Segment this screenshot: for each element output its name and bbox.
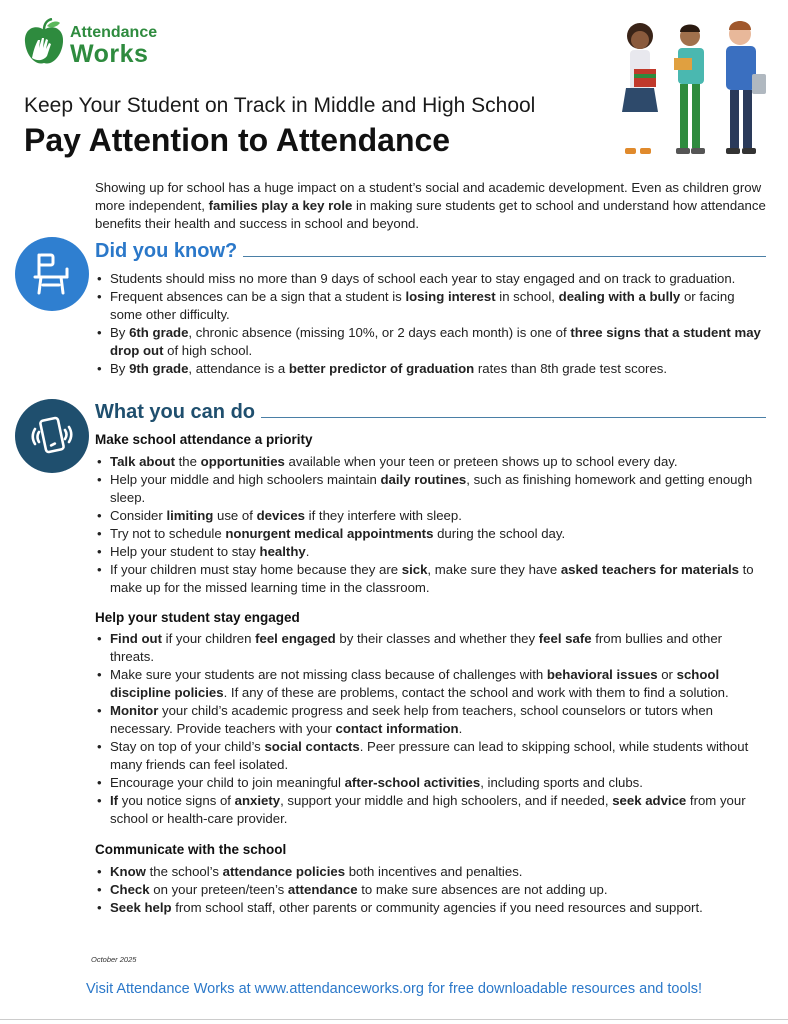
what-you-can-do-header — [95, 401, 766, 424]
bold-text: 9th grade — [129, 361, 189, 376]
bold-text: asked teachers for materials — [560, 562, 739, 577]
bullet-item — [95, 360, 767, 378]
bold-text: 6th grade — [129, 325, 189, 340]
apple-hand-icon — [22, 18, 68, 68]
communicate-list — [95, 863, 767, 917]
text-run: , make sure they have — [427, 562, 561, 577]
text-run: By — [110, 325, 130, 340]
bottom-divider — [0, 1019, 788, 1020]
bullet-item — [95, 630, 767, 666]
bullet-item — [95, 881, 767, 899]
bullet-item — [95, 666, 767, 702]
bold-text: families play a key role — [208, 198, 353, 213]
bullet-item — [95, 270, 767, 288]
bullet-item — [95, 543, 767, 561]
bullet-item — [95, 738, 767, 774]
bold-text: social contacts — [264, 739, 360, 754]
text-run: from bullies and other threats. — [110, 631, 723, 664]
bullet-item — [95, 453, 767, 471]
text-run: during the school day. — [433, 526, 566, 541]
bold-text: attendance — [287, 882, 358, 897]
student-girl-figure — [622, 23, 658, 154]
bold-text: better predictor of graduation — [288, 361, 475, 376]
text-run: rates than 8th grade test scores. — [474, 361, 668, 376]
what-you-can-do-badge — [15, 399, 89, 473]
text-run: , support your middle and high schoolers, and if needed, — [280, 793, 613, 808]
heading-rule — [243, 256, 766, 257]
bold-text: behavioral issues — [546, 667, 658, 682]
text-run: you notice signs of — [118, 793, 235, 808]
text-run: Consider — [110, 508, 167, 523]
text-run: in making sure students get to school and understand how attendance benefits their health and success in school and beyond. — [95, 198, 766, 231]
text-run: , chronic absence (missing 10%, or 2 days each month) is one of — [188, 325, 571, 340]
intro-paragraph — [95, 179, 767, 233]
logo-line-1: Attendance — [70, 24, 158, 41]
bold-text: Monitor — [110, 703, 159, 718]
text-run: or facing some other difficulty. — [110, 289, 735, 322]
text-run: to make up for the missed learning time in the classroom. — [110, 562, 754, 595]
bullet-item — [95, 471, 767, 507]
bullet-item — [95, 525, 767, 543]
text-run: Students should miss no more than 9 days of school each year to stay engaged and on track to graduation. — [110, 271, 736, 286]
text-run: Try not to schedule — [110, 526, 226, 541]
text-run: Make sure your students are not missing class because of challenges with — [110, 667, 547, 682]
text-run: from school staff, other parents or community agencies if you need resources and support. — [171, 900, 703, 915]
bullet-item — [95, 507, 767, 525]
bold-text: school discipline policies — [110, 667, 720, 700]
bold-text: If — [110, 793, 119, 808]
logo-wordmark — [70, 25, 157, 67]
bold-text: feel safe — [538, 631, 592, 646]
bold-text: feel engaged — [255, 631, 336, 646]
text-run: use of — [213, 508, 257, 523]
bold-text: seek advice — [612, 793, 687, 808]
subsection-title-engaged: Help your student stay engaged — [95, 610, 300, 625]
bold-text: Know — [110, 864, 146, 879]
footer-link-text[interactable]: Visit Attendance Works at www.attendanceworks.org for free downloadable resources and tools! — [85, 981, 703, 997]
bold-text: Seek help — [110, 900, 172, 915]
text-run: Frequent absences can be a sign that a student is — [110, 289, 406, 304]
students-illustration — [612, 14, 772, 164]
logo-line-2: Works — [70, 40, 149, 68]
bold-text: healthy — [259, 544, 306, 559]
heading-rule — [261, 417, 766, 418]
text-run: in school, — [495, 289, 559, 304]
text-run: your child’s academic progress and seek help from teachers, school counselors or tutors when necessary. Provide teachers with your — [110, 703, 713, 736]
student-boy-reading-figure — [674, 25, 705, 155]
text-run: if your children — [162, 631, 256, 646]
publication-date: October 2025 — [91, 955, 137, 964]
bullet-item — [95, 561, 767, 597]
school-desk-icon — [15, 237, 89, 311]
bold-text: dealing with a bully — [558, 289, 681, 304]
bold-text: limiting — [166, 508, 214, 523]
bold-text: Find out — [110, 631, 162, 646]
text-run: of high school. — [163, 343, 253, 358]
bold-text: daily routines — [380, 472, 467, 487]
bold-text: attendance policies — [222, 864, 346, 879]
text-run: If your children must stay home because they are — [110, 562, 402, 577]
did-you-know-badge — [15, 237, 89, 311]
text-run: Stay on top of your child’s — [110, 739, 265, 754]
text-run: to make sure absences are not adding up. — [357, 882, 608, 897]
text-run: . — [458, 721, 463, 736]
text-run: , including sports and clubs. — [480, 775, 643, 790]
text-run: . — [305, 544, 310, 559]
bullet-item — [95, 774, 767, 792]
bold-text: three signs that a student may drop out — [110, 325, 761, 358]
text-run: by their classes and whether they — [335, 631, 539, 646]
did-you-know-heading: Did you know? — [95, 240, 238, 262]
text-run: or — [657, 667, 677, 682]
bold-text: anxiety — [234, 793, 281, 808]
bold-text: opportunities — [200, 454, 285, 469]
text-run: if they interfere with sleep. — [305, 508, 462, 523]
bold-text: after-school activities — [344, 775, 481, 790]
did-you-know-list — [95, 270, 767, 378]
text-run: Help your student to stay — [110, 544, 260, 559]
text-run: the — [174, 454, 201, 469]
student-boy-laptop-figure — [726, 21, 766, 154]
text-run: . If any of these are problems, contact the school and work with them to find a solution. — [223, 685, 729, 700]
text-run: both incentives and penalties. — [345, 864, 523, 879]
engaged-list — [95, 630, 767, 828]
text-run: Help your middle and high schoolers maintain — [110, 472, 381, 487]
text-run: from your school or health-care provider. — [110, 793, 746, 826]
bold-text: devices — [256, 508, 306, 523]
bullet-item — [95, 702, 767, 738]
text-run: , attendance is a — [188, 361, 289, 376]
bullet-item — [95, 288, 767, 324]
bold-text: Talk about — [110, 454, 175, 469]
bold-text: contact information — [335, 721, 459, 736]
text-run: By — [110, 361, 130, 376]
bullet-item — [95, 792, 767, 828]
text-run: , such as finishing homework and getting enough sleep. — [110, 472, 753, 505]
attendance-works-logo — [22, 18, 162, 74]
subsection-title-priority: Make school attendance a priority — [95, 432, 313, 447]
text-run: available when your teen or preteen shows up to school every day. — [284, 454, 678, 469]
bullet-item — [95, 899, 767, 917]
text-run: . Peer pressure can lead to skipping school, while students without many friends can feel isolated. — [110, 739, 749, 772]
text-run: Showing up for school has a huge impact on a student’s social and academic development. Even as children grow more independent, — [95, 180, 762, 213]
bold-text: nonurgent medical appointments — [225, 526, 434, 541]
bold-text: losing interest — [405, 289, 496, 304]
priority-list — [95, 453, 767, 597]
page-title: Pay Attention to Attendance — [24, 122, 451, 158]
bullet-item — [95, 324, 767, 360]
did-you-know-header — [95, 240, 766, 263]
bold-text: sick — [401, 562, 428, 577]
bullet-item — [95, 863, 767, 881]
text-run: on your preteen/teen’s — [149, 882, 288, 897]
text-run: the school’s — [145, 864, 223, 879]
page-subtitle: Keep Your Student on Track in Middle and High School — [24, 94, 536, 117]
vibrating-phone-icon — [15, 399, 89, 473]
text-run: Encourage your child to join meaningful — [110, 775, 345, 790]
subsection-title-communicate: Communicate with the school — [95, 842, 287, 857]
what-you-can-do-heading: What you can do — [95, 401, 255, 423]
bold-text: Check — [110, 882, 150, 897]
